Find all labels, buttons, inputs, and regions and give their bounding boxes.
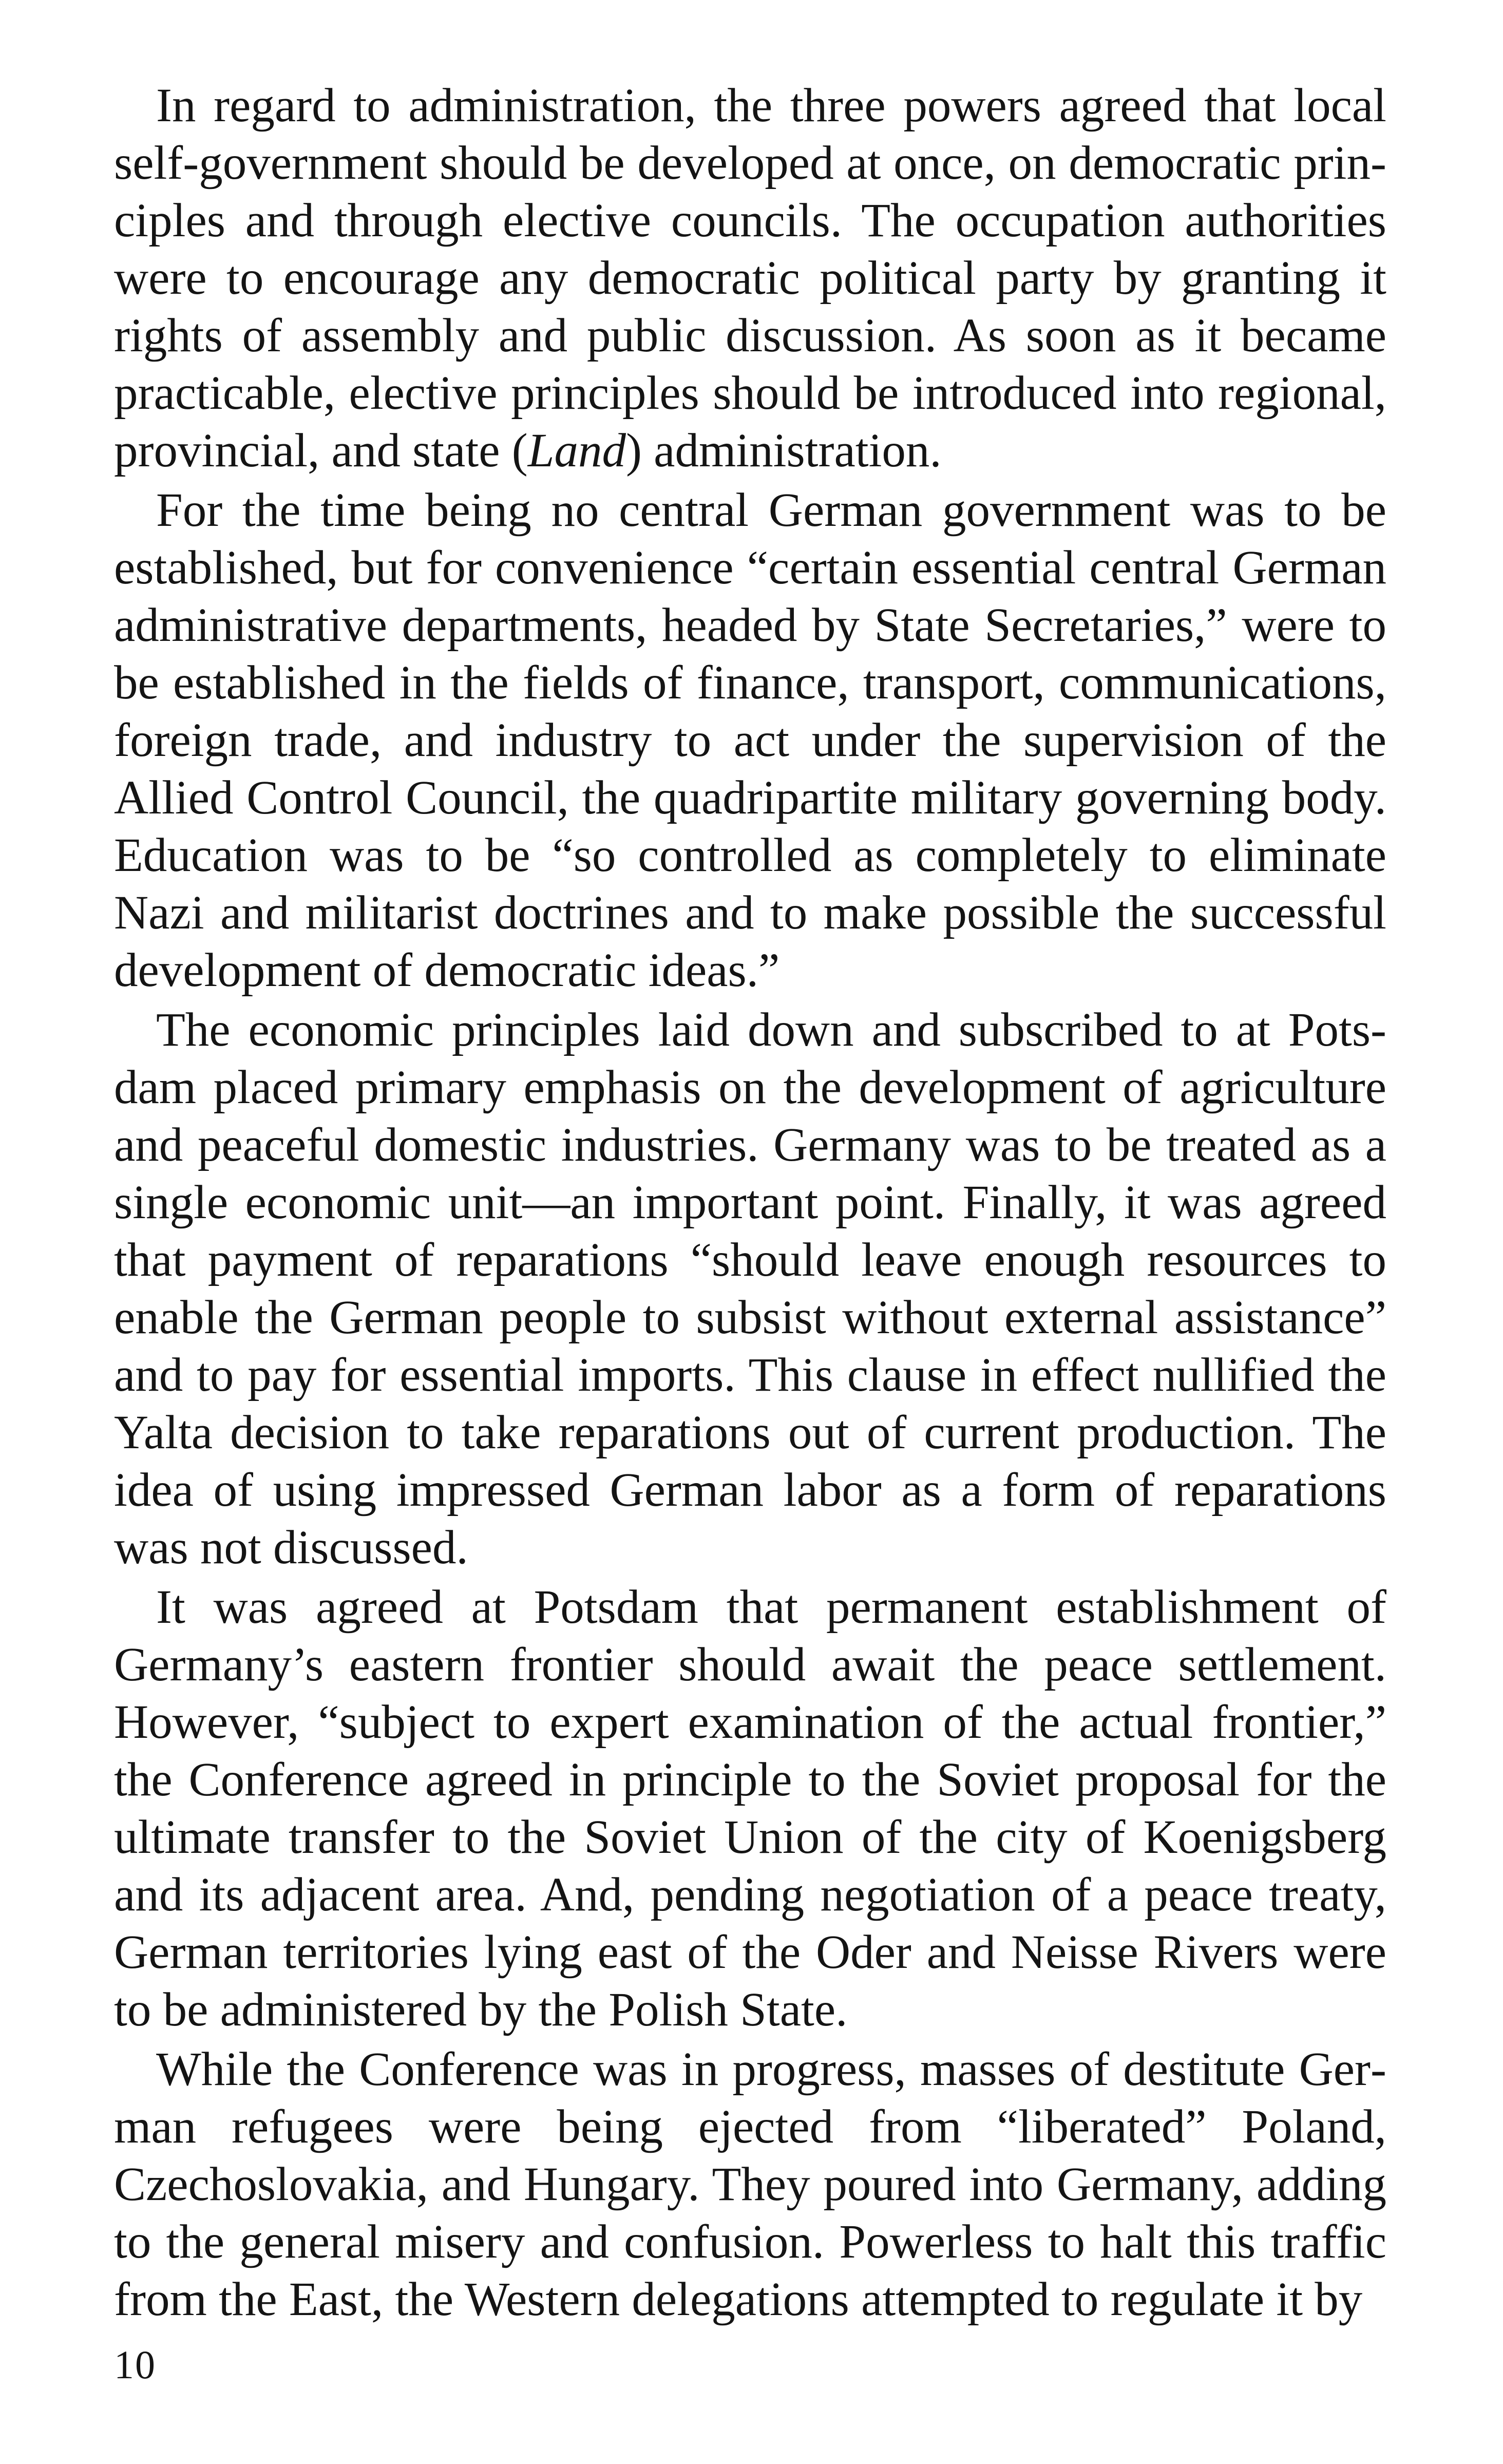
paragraph-administration-text-start: In regard to administration, the three powers agreed that local self-government should be developed at once, on democratic principles and through elective councils. The occupation authorities were to encourage any democratic political party by granting it rights of assembly and public discussion. As soon as it became practicable, elective principles should be introduced into regional, provincial, and state ( — [114, 79, 1386, 477]
paragraph-eastern-frontier: It was agreed at Potsdam that permanent establishment of Germany’s eastern frontier should await the peace settlement. However, “subject to expert examination of the actual frontier,” the Conference agreed in principle to the Soviet proposal for the ultimate transfer to the Soviet Union of the city of Koenigsberg and its adjacent area. And, pending negotiation of a peace treaty, German territories lying east of the Oder and Neisse Rivers were to be administered by the Polish State. — [114, 1581, 1386, 2036]
page-number: 10 — [114, 2342, 156, 2387]
paragraph-administration-italic-term: Land — [527, 424, 626, 477]
paragraph-administration — [114, 77, 1386, 480]
paragraph-central-government: For the time being no central German government was to be established, but for convenience “certain essential central German administrative departments, headed by State Secretaries,” were to be established in the fields of finance, transport, communications, foreign trade, and industry to act under the supervision of the Allied Control Council, the quadripartite military governing body. Education was to be “so controlled as completely to eliminate Nazi and militarist doctrines and to make possible the successful development of democratic ideas.” — [114, 484, 1386, 997]
paragraph-administration-text-end: ) administration. — [625, 424, 942, 477]
paragraph-refugees: While the Conference was in progress, masses of destitute German refugees were being ejected from “liberated” Poland, Czechoslovakia, and Hungary. They poured into Germany, adding to the general misery and confusion. Powerless to halt this traffic from the East, the Western delegations attempted to regulate it by — [114, 2043, 1386, 2326]
page-body — [114, 77, 1386, 2328]
paragraph-economic-principles: The economic principles laid down and subscribed to at Potsdam placed primary emphasis on the development of agriculture and peaceful domestic industries. Germany was to be treated as a single economic unit—an important point. Finally, it was agreed that payment of reparations “should leave enough resources to enable the German people to subsist without external assistance” and to pay for essential imports. This clause in effect nullified the Yalta decision to take reparations out of current production. The idea of using impressed German labor as a form of reparations was not discussed. — [114, 1003, 1386, 1574]
